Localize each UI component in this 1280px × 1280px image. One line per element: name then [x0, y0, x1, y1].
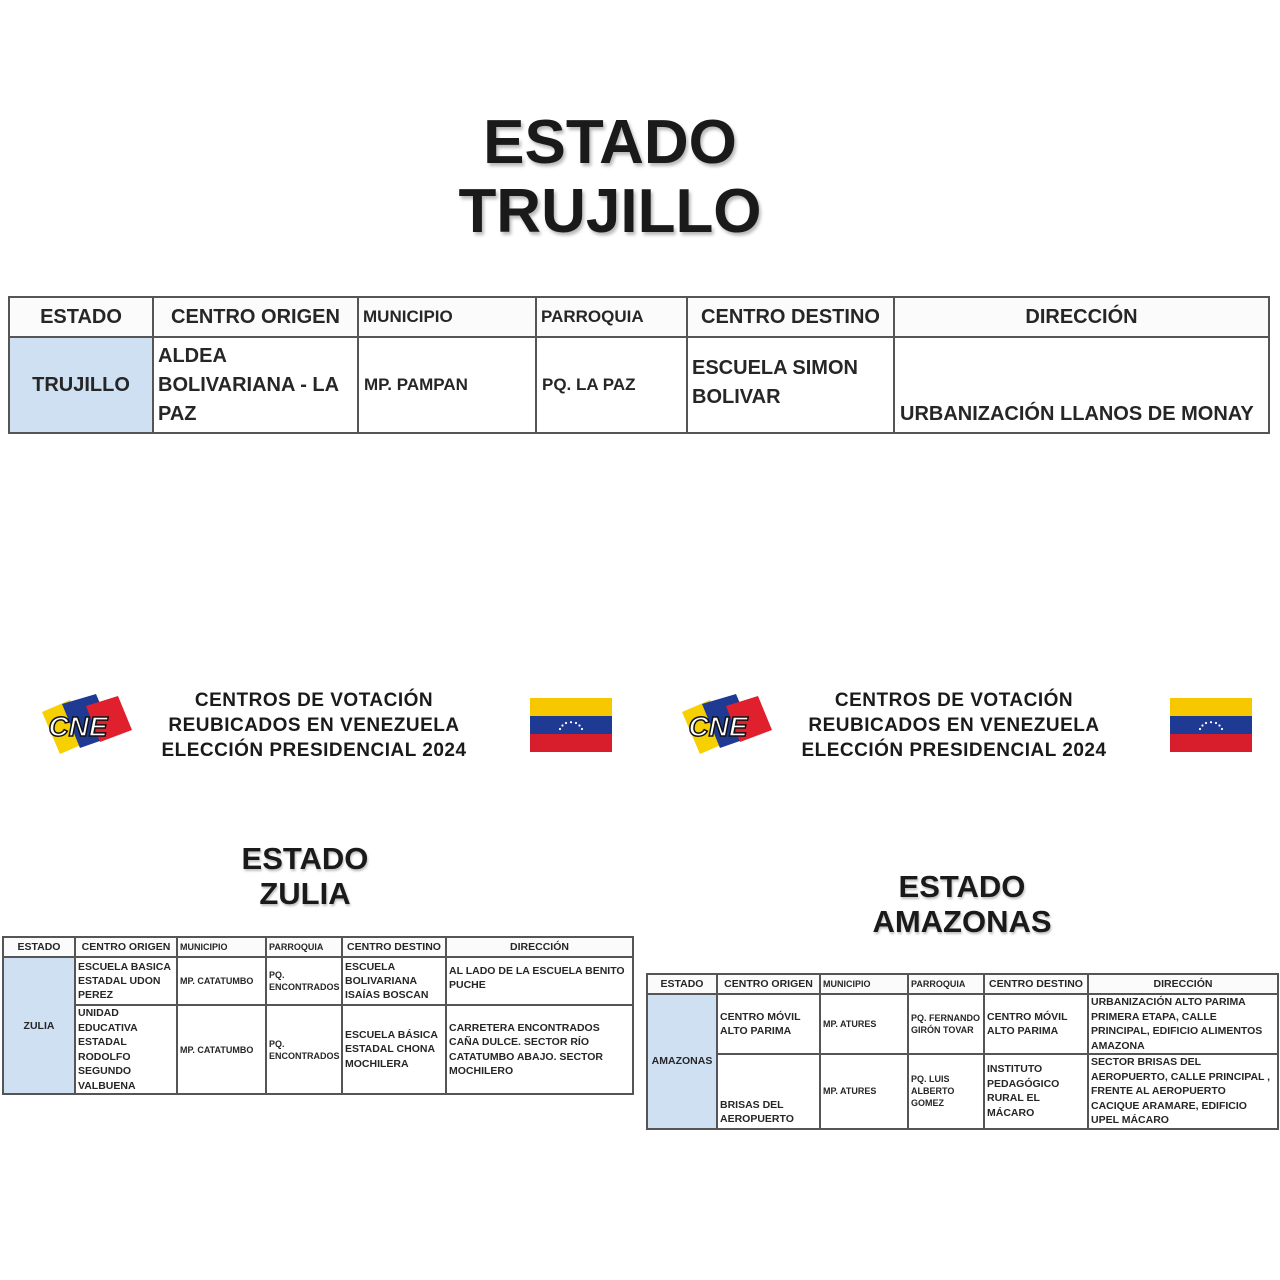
amazonas-header-parroquia: PARROQUIA: [908, 974, 984, 994]
amazonas-header-direccion: DIRECCIÓN: [1088, 974, 1278, 994]
zulia-header-centro-destino: CENTRO DESTINO: [342, 937, 446, 957]
amazonas-title-line1: ESTADO: [898, 869, 1026, 904]
zulia-cell-municipio: MP. CATATUMBO: [177, 1005, 266, 1094]
zulia-title: [200, 842, 410, 911]
cne-logo-text: CNE: [688, 711, 748, 742]
zulia-cell-centro-origen: UNIDAD EDUCATIVA ESTADAL RODOLFO SEGUNDO VALBUENA: [75, 1005, 177, 1094]
banner-left-line3: ELECCIÓN PRESIDENCIAL 2024: [161, 740, 467, 761]
banner-right-text: [780, 688, 1128, 763]
zulia-title-line1: ESTADO: [241, 841, 369, 876]
zulia-cell-parroquia: PQ. ENCONTRADOS: [266, 957, 342, 1005]
amazonas-cell-centro-origen: CENTRO MÓVIL ALTO PARIMA: [717, 994, 820, 1054]
table-row: [3, 1005, 633, 1094]
banner-right: [640, 664, 1280, 784]
zulia-cell-parroquia: PQ. ENCONTRADOS: [266, 1005, 342, 1094]
table-row: [647, 994, 1278, 1054]
zulia-header-municipio: MUNICIPIO: [177, 937, 266, 957]
zulia-cell-direccion: CARRETERA ENCONTRADOS CAÑA DULCE. SECTOR RÍO CATATUMBO ABAJO. SECTOR MOCHILERO: [446, 1005, 633, 1094]
table-row: [647, 1054, 1278, 1129]
amazonas-header-municipio: MUNICIPIO: [820, 974, 908, 994]
amazonas-cell-centro-destino: CENTRO MÓVIL ALTO PARIMA: [984, 994, 1088, 1054]
trujillo-title-line1: ESTADO: [483, 108, 737, 177]
zulia-cell-direccion: AL LADO DE LA ESCUELA BENITO PUCHE: [446, 957, 633, 1005]
amazonas-cell-municipio: MP. ATURES: [820, 994, 908, 1054]
trujillo-table: [8, 296, 1270, 434]
trujillo-header-centro-origen: CENTRO ORIGEN: [153, 297, 358, 337]
trujillo-header-municipio: MUNICIPIO: [358, 297, 536, 337]
zulia-header-direccion: DIRECCIÓN: [446, 937, 633, 957]
banner-left: [0, 664, 640, 784]
amazonas-cell-parroquia: PQ. LUIS ALBERTO GOMEZ: [908, 1054, 984, 1129]
trujillo-cell-estado: TRUJILLO: [9, 337, 153, 433]
zulia-cell-centro-origen: ESCUELA BASICA ESTADAL UDON PEREZ: [75, 957, 177, 1005]
table-row: [9, 337, 1269, 433]
banner-left-text: [140, 688, 488, 763]
amazonas-header-centro-destino: CENTRO DESTINO: [984, 974, 1088, 994]
cne-logo-text: CNE: [48, 711, 108, 742]
amazonas-cell-direccion: URBANIZACIÓN ALTO PARIMA PRIMERA ETAPA, CALLE PRINCIPAL, EDIFICIO ALIMENTOS AMAZONA: [1088, 994, 1278, 1054]
amazonas-cell-centro-origen: BRISAS DEL AEROPUERTO: [717, 1054, 820, 1129]
venezuela-flag-icon: [530, 698, 612, 752]
cne-logo-icon: [666, 692, 776, 760]
amazonas-title-line2: AMAZONAS: [872, 903, 1052, 939]
amazonas-cell-municipio: MP. ATURES: [820, 1054, 908, 1129]
zulia-table: [2, 936, 634, 1095]
cne-logo-icon: [26, 692, 136, 760]
amazonas-header-estado: ESTADO: [647, 974, 717, 994]
trujillo-cell-centro-destino: ESCUELA SIMON BOLIVAR: [687, 337, 894, 433]
zulia-cell-centro-destino: ESCUELA BÁSICA ESTADAL CHONA MOCHILERA: [342, 1005, 446, 1094]
trujillo-cell-centro-origen: ALDEA BOLIVARIANA - LA PAZ: [153, 337, 358, 433]
banner-right-line2: REUBICADOS EN VENEZUELA: [808, 715, 1100, 736]
zulia-title-line2: ZULIA: [259, 875, 351, 911]
zulia-header-parroquia: PARROQUIA: [266, 937, 342, 957]
trujillo-cell-direccion: URBANIZACIÓN LLANOS DE MONAY: [894, 337, 1269, 433]
banner-right-line3: ELECCIÓN PRESIDENCIAL 2024: [801, 740, 1107, 761]
amazonas-title: [842, 870, 1082, 939]
table-row: [3, 957, 633, 1005]
zulia-header-estado: ESTADO: [3, 937, 75, 957]
zulia-cell-centro-destino: ESCUELA BOLIVARIANA ISAÍAS BOSCAN: [342, 957, 446, 1005]
trujillo-cell-municipio: MP. PAMPAN: [358, 337, 536, 433]
zulia-cell-estado: ZULIA: [3, 957, 75, 1094]
amazonas-cell-estado: AMAZONAS: [647, 994, 717, 1129]
zulia-cell-municipio: MP. CATATUMBO: [177, 957, 266, 1005]
amazonas-cell-centro-destino: INSTITUTO PEDAGÓGICO RURAL EL MÁCARO: [984, 1054, 1088, 1129]
venezuela-flag-icon: [1170, 698, 1252, 752]
amazonas-table: [646, 973, 1279, 1130]
banner-right-line1: CENTROS DE VOTACIÓN: [834, 690, 1074, 711]
trujillo-header-centro-destino: CENTRO DESTINO: [687, 297, 894, 337]
amazonas-cell-direccion: SECTOR BRISAS DEL AEROPUERTO, CALLE PRINCIPAL , FRENTE AL AEROPUERTO CACIQUE ARAMARE, EDIFICIO UPEL MÁCARO: [1088, 1054, 1278, 1129]
banner-left-line1: CENTROS DE VOTACIÓN: [194, 690, 434, 711]
trujillo-header-direccion: DIRECCIÓN: [894, 297, 1269, 337]
zulia-header-centro-origen: CENTRO ORIGEN: [75, 937, 177, 957]
trujillo-header-parroquia: PARROQUIA: [536, 297, 687, 337]
banner-left-line2: REUBICADOS EN VENEZUELA: [168, 715, 460, 736]
trujillo-title-line2: TRUJILLO: [458, 177, 762, 247]
trujillo-cell-parroquia: PQ. LA PAZ: [536, 337, 687, 433]
trujillo-header-estado: ESTADO: [9, 297, 153, 337]
trujillo-title: [420, 108, 800, 247]
amazonas-cell-parroquia: PQ. FERNANDO GIRÓN TOVAR: [908, 994, 984, 1054]
amazonas-header-centro-origen: CENTRO ORIGEN: [717, 974, 820, 994]
